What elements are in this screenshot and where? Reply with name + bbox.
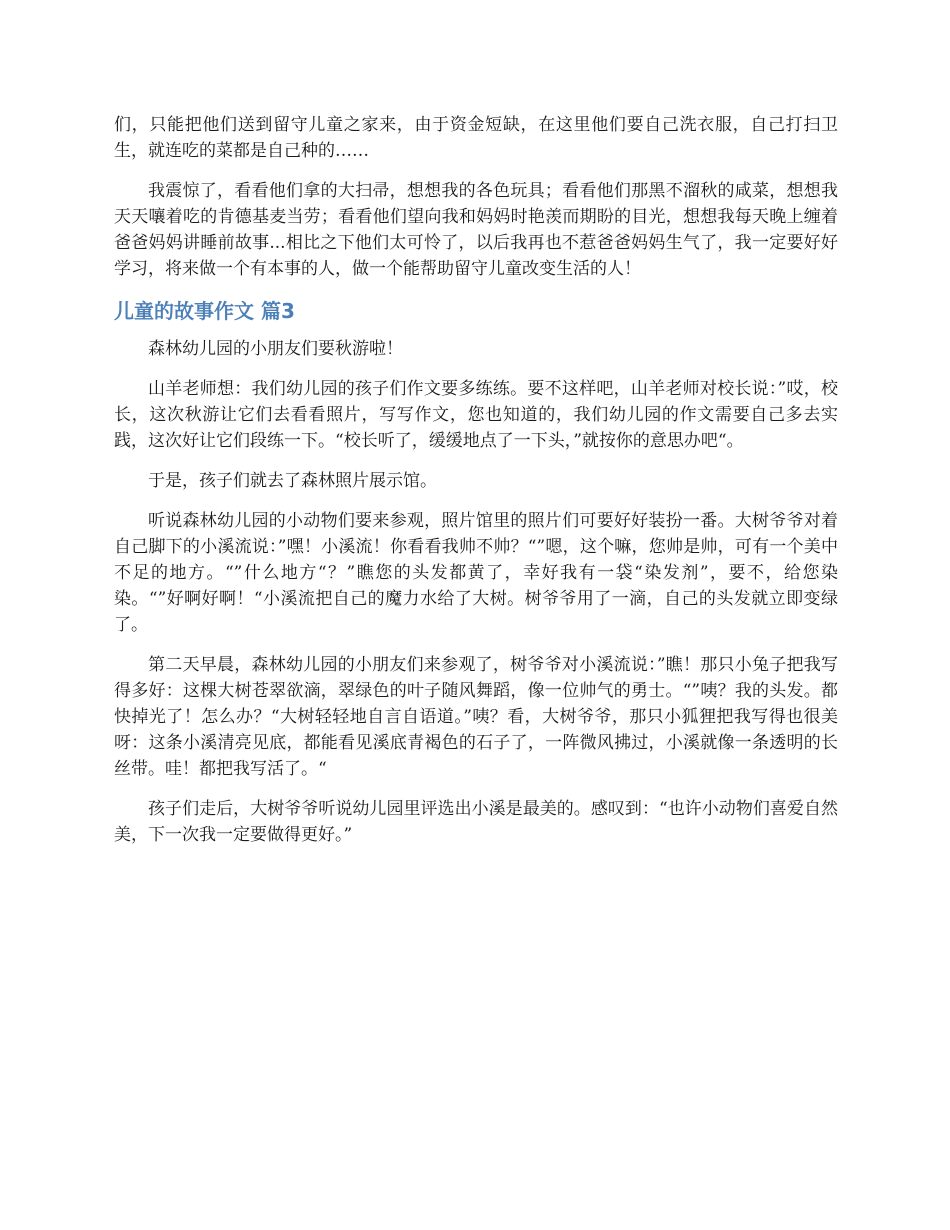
paragraph-5: 第二天早晨，森林幼儿园的小朋友们来参观了，树爷爷对小溪流说：”瞧！那只小兔子把我写得多好：这棵大树苍翠欲滴，翠绿色的叶子随风舞蹈，像一位帅气的勇士。“”咦？我的头发。都快掉光了！怎么办？“大树轻轻地自言自语道。”咦？看，大树爷爷，那只小狐狸把我写得也很美呀：这条小溪清亮见底，都能看见溪底青褐色的石子了，一阵微风拂过，小溪就像一条透明的长丝带。哇！都把我写活了。“	[114, 655, 838, 779]
paragraph-continuation: 们，只能把他们送到留守儿童之家来，由于资金短缺，在这里他们要自己洗衣服，自己打扫卫生，就连吃的菜都是自己种的……	[114, 115, 838, 161]
document-page	[114, 112, 838, 862]
paragraph-3: 于是，孩子们就去了森林照片展示馆。	[148, 471, 437, 491]
section-heading: 儿童的故事作文 篇3	[114, 299, 295, 323]
paragraph-1: 森林幼儿园的小朋友们要秋游啦！	[148, 339, 403, 359]
paragraph-2: 山羊老师想：我们幼儿园的孩子们作文要多练练。要不这样吧，山羊老师对校长说：”哎，校长，这次秋游让它们去看看照片，写写作文，您也知道的，我们幼儿园的作文需要自己多去实践，这次好让它们段练一下。“校长听了，缓缓地点了一下头，”就按你的意思办吧“。	[114, 379, 838, 451]
paragraph-4: 听说森林幼儿园的小动物们要来参观，照片馆里的照片们可要好好装扮一番。大树爷爷对着自己脚下的小溪流说：”嘿！小溪流！你看看我帅不帅？“”嗯，这个嘛，您帅是帅，可有一个美中不足的地方。“”什么地方“？”瞧您的头发都黄了，幸好我有一袋“染发剂”，要不，给您染染。“”好啊好啊！“小溪流把自己的魔力水给了大树。树爷爷用了一滴，自己的头发就立即变绿了。	[114, 511, 838, 635]
paragraph-6: 孩子们走后，大树爷爷听说幼儿园里评选出小溪是最美的。感叹到：“也许小动物们喜爱自然美，下一次我一定要做得更好。”	[114, 799, 838, 845]
paragraph-reflection: 我震惊了，看看他们拿的大扫帚，想想我的各色玩具；看看他们那黑不溜秋的咸菜，想想我天天嚷着吃的肯德基麦当劳；看看他们望向我和妈妈时艳羡而期盼的目光，想想我每天晚上缠着爸爸妈妈讲睡前故事...相比之下他们太可怜了，以后我再也不惹爸爸妈妈生气了，我一定要好好学习，将来做一个有本事的人，做一个能帮助留守儿童改变生活的人！	[114, 181, 838, 279]
